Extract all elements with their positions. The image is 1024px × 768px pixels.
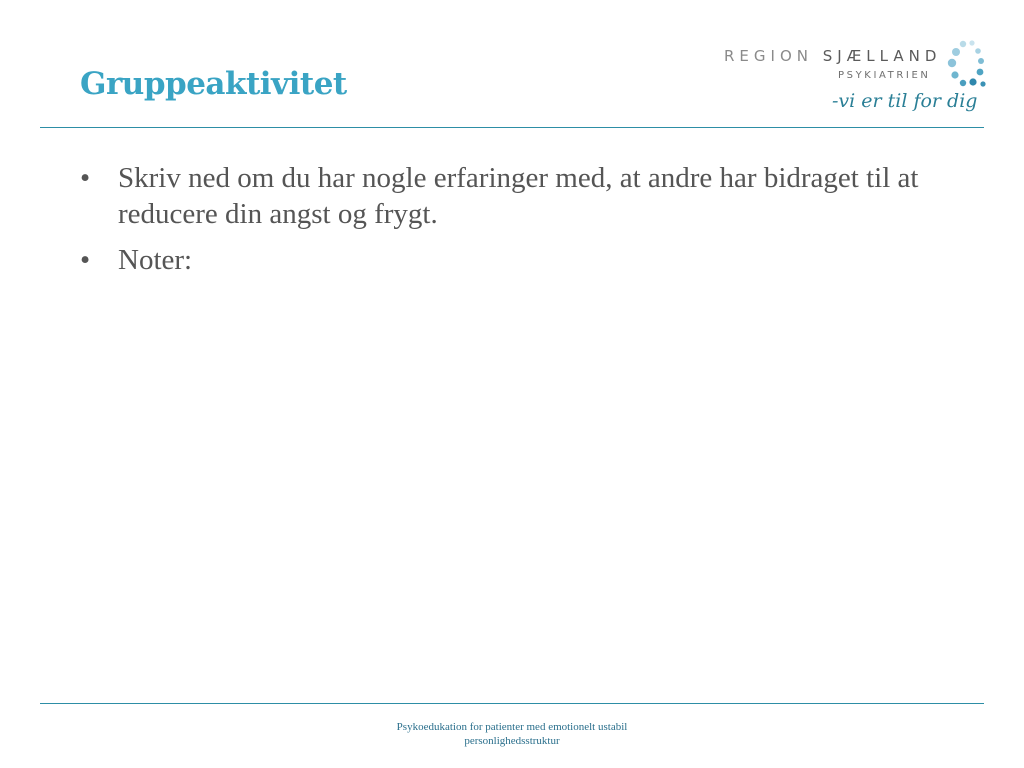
bullet-list [80, 160, 940, 288]
header-divider [40, 127, 984, 128]
logo-region-text [724, 47, 941, 65]
logo-region-light: REGION [724, 47, 823, 65]
bullet-text: Noter: [118, 244, 193, 276]
footer-text [312, 720, 712, 748]
bullet-marker: • [80, 162, 91, 194]
bullet-item [80, 160, 940, 232]
footer-line-1: Psykoedukation for patienter med emotionelt ustabil [396, 721, 628, 733]
logo-tagline: -vi er til for dig [832, 90, 978, 112]
footer-divider [40, 703, 984, 704]
footer-line-2: personlighedsstruktur [464, 735, 560, 747]
logo-dots-icon [945, 38, 990, 98]
region-sjaelland-logo [720, 38, 990, 128]
logo-region-strong: SJÆLLAND [822, 47, 942, 65]
logo-subtitle: PSYKIATRIEN [838, 70, 931, 81]
bullet-item [80, 242, 940, 278]
slide-title: Gruppeaktivitet [80, 66, 347, 102]
bullet-marker: • [80, 244, 91, 276]
bullet-text: Skriv ned om du har nogle erfaringer med, at andre har bidraget til at reducere din angst og frygt. [118, 162, 919, 230]
